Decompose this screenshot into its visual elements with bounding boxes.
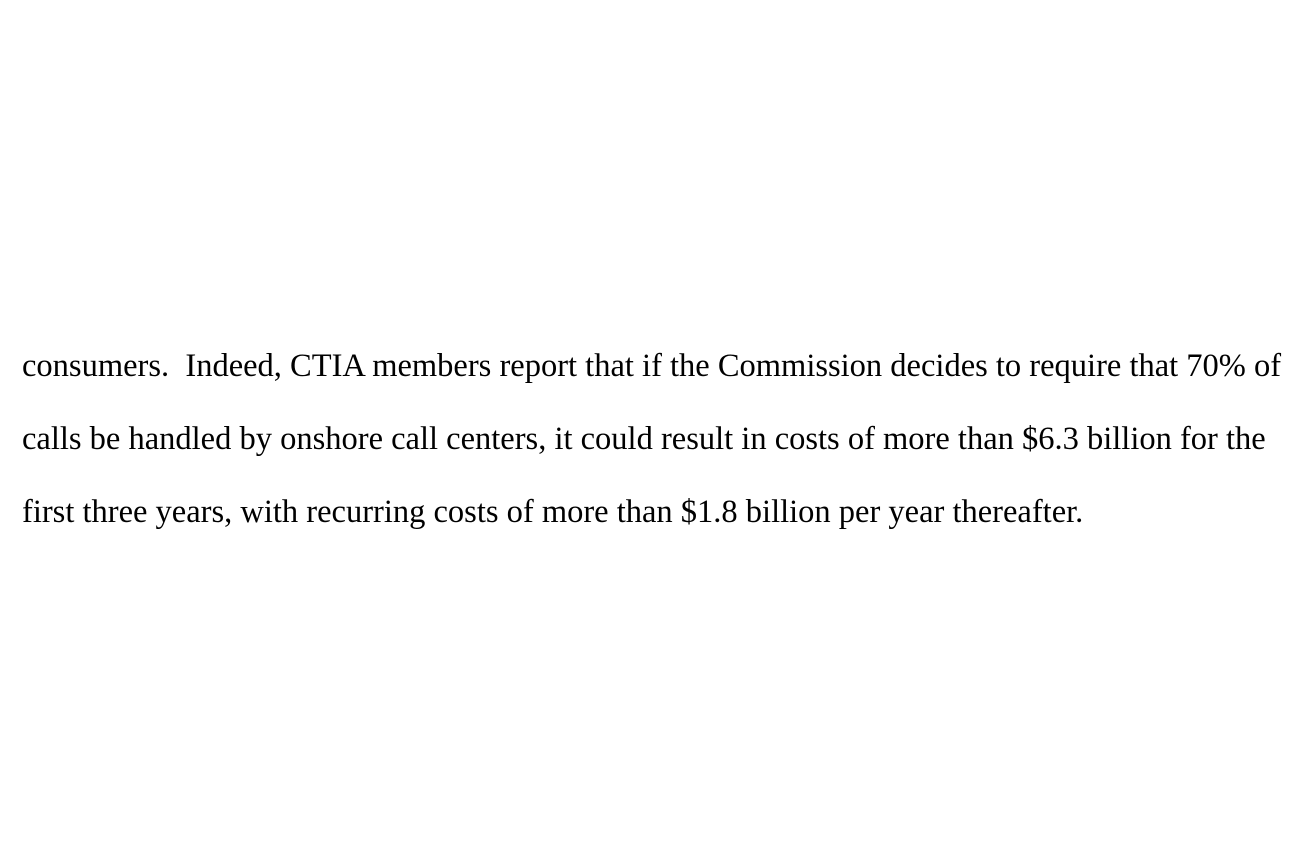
paragraph-line: calls be handled by onshore call centers, it could result in costs of more than $6.3 billion for the [22, 421, 1266, 457]
paragraph [22, 330, 1292, 549]
paragraph-line: consumers. Indeed, CTIA members report that if the Commission decides to require that 70% of [22, 348, 1282, 384]
paragraph-line: first three years, with recurring costs of more than $1.8 billion per year thereafter. [22, 494, 1084, 530]
